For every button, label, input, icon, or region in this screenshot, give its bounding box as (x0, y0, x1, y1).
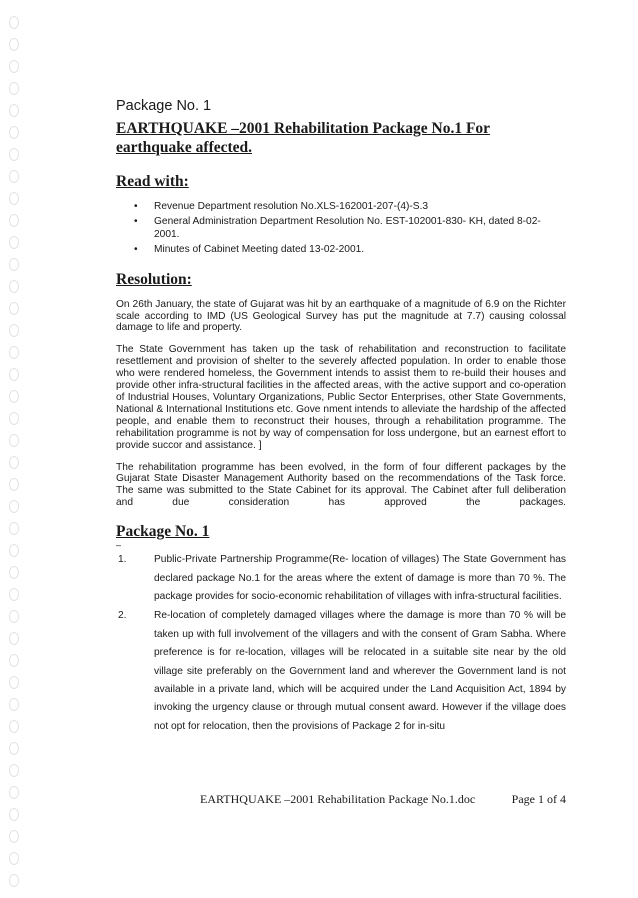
binder-hole (9, 852, 19, 865)
resolution-paragraph: The rehabilitation programme has been evolved, in the form of four different packages by the Gujarat State Disaster Management Authority based on the recommendations of the Task force. The same was submitted to the State Cabinet for its approval. The Cabinet after full deliberation and due consideration has approved the packages. (116, 461, 566, 509)
binder-hole (9, 82, 19, 95)
binder-hole (9, 522, 19, 535)
binder-hole (9, 368, 19, 381)
binder-hole (9, 654, 19, 667)
dash-mark: – (116, 540, 122, 551)
binder-hole (9, 742, 19, 755)
binder-holes (0, 0, 24, 898)
binder-hole (9, 148, 19, 161)
bullet-icon: • (134, 216, 138, 228)
resolution-heading: Resolution: (116, 270, 192, 288)
binder-hole (9, 412, 19, 425)
bullet-icon: • (134, 244, 138, 256)
binder-hole (9, 104, 19, 117)
resolution-paragraph: The State Government has taken up the task of rehabilitation and reconstruction to facilitate resettlement and provision of shelter to the severely affected population. In order to enable those who were rendered homeless, the Government intends to assist them to re-build their houses and provide other infra-structural facilities in the affected areas, with the active support and co-operation of Industrial Houses, Voluntary Organizations, Public Sector Enterprises, other State Governments, National & International Institutions etc. Gove nment intends to alleviate the hardship of the affected people, and enable them to reconstruct their houses, through a rehabilitation programme. The rehabilitation programme is not by way of compensation for loss undergone, but an earnest effort to provide succor and assistance. ] (116, 344, 566, 451)
list-item: • General Administration Department Resolution No. EST-102001-830- KH, dated 8-02-2001. (134, 216, 541, 240)
read-with-heading: Read with: (116, 173, 189, 190)
binder-hole (9, 874, 19, 887)
footer-page-number: Page 1 of 4 (511, 792, 566, 806)
read-with-list (116, 201, 566, 257)
list-item: • Revenue Department resolution No.XLS-162001-207-(4)-S.3 (134, 201, 429, 212)
document-title: EARTHQUAKE –2001 Rehabilitation Package No.1 For earthquake affected. (116, 120, 491, 156)
binder-hole (9, 192, 19, 205)
bullet-icon: • (134, 201, 138, 212)
binder-hole (9, 500, 19, 513)
binder-hole (9, 566, 19, 579)
binder-hole (9, 346, 19, 359)
binder-hole (9, 126, 19, 139)
list-number: 1. (118, 554, 127, 566)
binder-hole (9, 808, 19, 821)
binder-hole (9, 588, 19, 601)
binder-hole (9, 632, 19, 645)
package-heading: Package No. 1 (116, 523, 210, 541)
footer-filename: EARTHQUAKE –2001 Rehabilitation Package No.1.doc (200, 792, 476, 806)
binder-hole (9, 390, 19, 403)
list-number: 2. (118, 610, 127, 622)
binder-hole (9, 698, 19, 711)
binder-hole (9, 38, 19, 51)
binder-hole (9, 214, 19, 227)
binder-hole (9, 236, 19, 249)
binder-hole (9, 610, 19, 623)
binder-hole (9, 60, 19, 73)
list-item: 2. Re-location of completely damaged villages where the damage is more than 70 % will be taken up with full involvement of the villagers and with the consent of Gram Sabha. Where preference is for re-location, villages will be relocated in a suitable site near by the old village site preferably on the Government land and wherever the Government land is not available in a private land, which will be acquired under the Land Acquisition Act, 1894 by invoking the urgency clause or through mutual consent award. However if the village does not opt for relocation, then the provisions of Package 2 for in-situ (116, 607, 566, 736)
binder-hole (9, 280, 19, 293)
package-list (116, 551, 566, 736)
binder-hole (9, 544, 19, 557)
document-page (116, 98, 566, 737)
binder-hole (9, 434, 19, 447)
binder-hole (9, 786, 19, 799)
package-label: Package No. 1 (116, 98, 212, 114)
binder-hole (9, 456, 19, 469)
list-item: • Minutes of Cabinet Meeting dated 13-02-2001. (134, 244, 365, 256)
binder-hole (9, 170, 19, 183)
binder-hole (9, 324, 19, 337)
resolution-paragraph: On 26th January, the state of Gujarat was hit by an earthquake of a magnitude of 6.9 on the Richter scale according to IMD (US Geological Survey has put the magnitude at 7.7) causing colossal damage to life and property. (116, 298, 566, 334)
binder-hole (9, 764, 19, 777)
binder-hole (9, 676, 19, 689)
binder-hole (9, 720, 19, 733)
binder-hole (9, 302, 19, 315)
binder-hole (9, 830, 19, 843)
binder-hole (9, 16, 19, 29)
binder-hole (9, 258, 19, 271)
binder-hole (9, 478, 19, 491)
list-item: 1. Public-Private Partnership Programme(Re- location of villages) The State Government has declared package No.1 for the areas where the extent of damage is more than 70 %. The package provides for socio-economic rehabilitation of villages with infra-structural facilities. (116, 551, 566, 606)
